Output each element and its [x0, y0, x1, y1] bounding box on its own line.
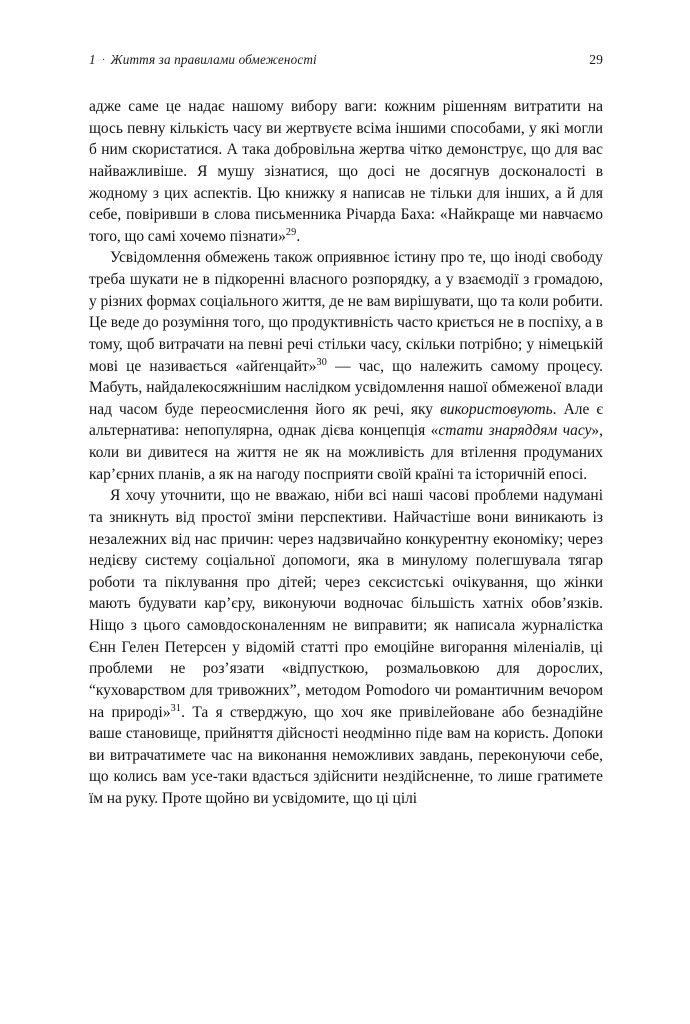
page-number: 29: [589, 52, 603, 67]
paragraph-1-tail: .: [296, 227, 301, 245]
paragraph-3-text-b: чи романтичним вечором на природі»: [89, 681, 603, 721]
paragraph-2-text-d: », коли ви дивитеся на життя не як на можливість для втілення продуманих кар’єрних планів, а як на нагоду посприяти своїй країні та історичній епосі.: [89, 422, 603, 483]
emphasis-staty-znaryaddyam-chasu: стати знаряддям часу: [438, 422, 592, 440]
text-block: [89, 96, 603, 810]
paragraph-1-text: адже саме це надає нашому вибору ваги: кожним рішенням витратити на щось певну кількість часу ви жертвуєте всіма іншими способами, у які могли б ним скористатися. А така добровільна жертва чітко демонструє, що для вас найважливіше. Я мушу зізнатися, що досі не досягнув досконалості в жодному з цих аспектів. Цю книжку я написав не тільки для інших, а й для себе, повіривши в слова письменника Річарда Баха: «Найкраще ми навчаємо того, що самі хочемо пізнати»: [89, 98, 603, 245]
chapter-title: Життя за правилами обмеженості: [110, 52, 317, 67]
running-head-left: [89, 52, 317, 68]
paragraph-1: [89, 96, 603, 247]
paragraph-3-text-c: . Та я стверджую, що хоч яке привілейоване або безнадійне ваше становище, прийняття дійсності неодмінно піде вам на користь. Допоки ви витрачатимете час на виконання неможливих завдань, переконуючи себе, що колись вам усе-таки вдасться здійснити нездійсненне, то лише гратимете їм на руку. Проте щойно ви усвідомите, що ці цілі: [89, 703, 603, 807]
running-head-separator: ·: [101, 54, 106, 66]
term-pomodoro: Pomodoro: [365, 681, 430, 699]
emphasis-vykorystovuyut: використовують: [440, 400, 553, 418]
running-head: [89, 52, 603, 68]
paragraph-2-text-a: Усвідомлення обмежень також оприявнює істину про те, що іноді свободу треба шукати не в підкоренні власного розпорядку, а у взаємодії з громадою, у різних формах соціального життя, де не вам вирішувати, що та коли робити. Це веде до розуміння того, що продуктивність часто криється не в поспіху, а в тому, щоб витрачати на певні речі стільки часу, скільки потрібно; у німецькій мові це називається «айґенцайт»: [89, 249, 603, 375]
footnote-marker-30[interactable]: 30: [316, 356, 328, 368]
footnote-marker-29[interactable]: 29: [285, 226, 297, 238]
paragraph-2-text-c: . Але є альтернатива: непопулярна, однак дієва концепція «: [89, 400, 603, 440]
paragraph-3-text-a: Я хочу уточнити, що не вважаю, ніби всі наші часові проблеми надумані та зникнуть від простої зміни перспективи. Найчастіше вони виникають із незалежних від нас причин: через надзвичайно конкурентну економіку; через недієву систему соціальної допомоги, яка в минулому полегшувала тягар роботи та піклування про дітей; через сексистські очікування, що жінки мають будувати кар’єру, виконуючи водночас більшість хатніх обов’язків. Ніщо з цього самовдосконаленням не виправити; як написала журналістка Єнн Гелен Петерсен у відомій статті про емоційне вигорання міленіалів, ці проблеми не роз’язати «відпусткою, розмальовкою для дорослих, “куховарством для тривожних”, методом: [89, 487, 603, 699]
paragraph-2-text-b: — час, що належить самому процесу. Мабуть, найдалекосяжнішим наслідком усвідомлення нашої обмеженої влади над часом буде переосмислення його як речі, яку: [89, 357, 603, 418]
paragraph-3: [89, 485, 603, 809]
chapter-number: 1: [89, 52, 96, 67]
footnote-marker-31[interactable]: 31: [170, 702, 182, 714]
paragraph-2: [89, 247, 603, 485]
